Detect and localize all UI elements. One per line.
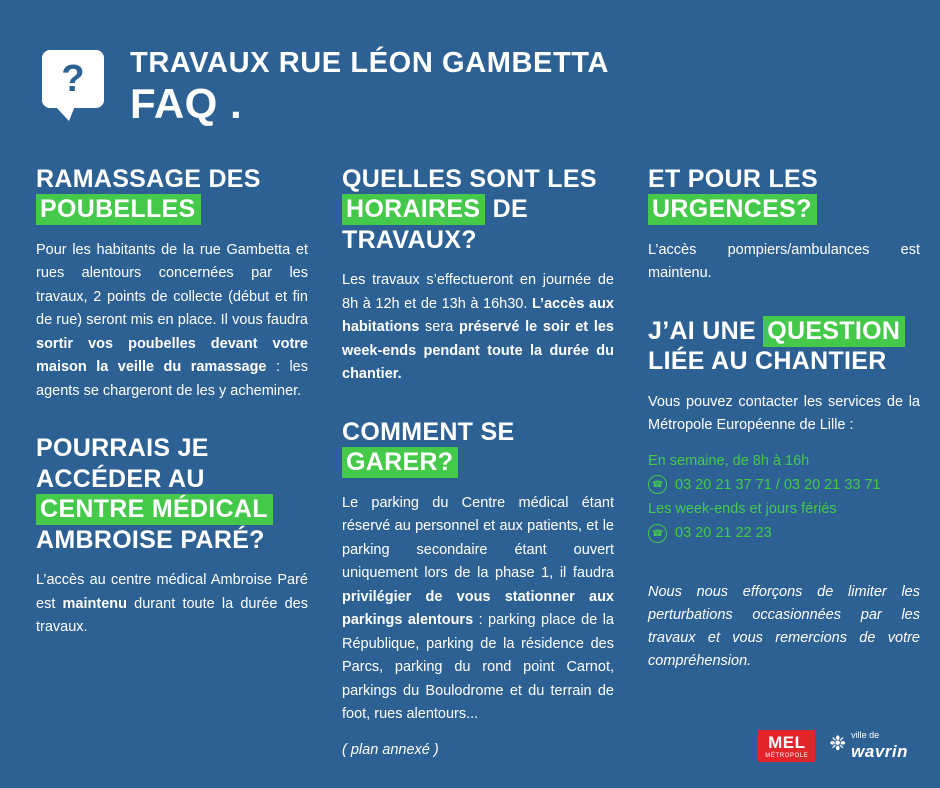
faq-block [342,164,614,387]
question-mark-speech-bubble-icon [42,50,104,108]
heading-text: J’AI UNE [648,316,764,345]
answer-text: L’accès au centre médical Ambroise Paré est [36,572,308,612]
faq-block [36,433,308,639]
heading-text: COMMENT SE [342,417,515,446]
faq-answer-paragraph [36,569,308,639]
faq-answer-paragraph [342,739,614,762]
faq-block [342,417,614,762]
answer-text: : les agents se chargeront de les y acheminer. [36,359,308,399]
faq-block [36,164,308,403]
mel-logo [758,730,815,762]
emphasis-text: maintenu [62,595,127,612]
contact-phone-row[interactable] [648,475,920,494]
heading-text: RAMASSAGE DES [36,164,261,193]
answer-text: : parking place de la République, parking de la résidence des Parcs, parking du rond point Carnot, parkings du Boulodrome et du terrain de foot, rues alentours... [342,612,614,723]
answer-text: Pour les habitants de la rue Gambetta et rues alentours concernées par les travaux, 2 points de collecte (début et fin de rue) seront mis en place. Il vous faudra [36,241,308,329]
answer-text: L’accès pompiers/ambulances est maintenu. [648,241,920,282]
faq-answer-paragraph [648,391,920,438]
wavrin-bird-icon: ❉ [829,733,847,756]
faq-column-2 [342,164,614,762]
heading-text: POURRAIS JE ACCÉDER AU [36,434,209,493]
phone-icon: ☎ [648,475,667,494]
answer-text: Le parking du Centre médical étant réservé au personnel et aux patients, et le parking secondaire étant ouvert uniquement lors de la phase 1, il faudra [342,494,614,582]
faq-answer-paragraph [648,239,920,286]
highlighted-keyword: GARER? [342,447,458,478]
faq-columns [0,126,940,762]
emphasis-text: sortir vos poubelles devant votre maison la veille du ramassage [36,335,308,376]
emphasis-text: préservé le soir et les week-ends pendant toute la durée du chantier. [342,319,614,383]
mel-logo-name: MEL [768,733,806,752]
faq-answer-paragraph [342,269,614,386]
page-subtitle: FAQ . [130,79,243,127]
mel-logo-subtitle: MÉTROPOLE [765,753,809,759]
faq-question-heading [648,164,920,225]
highlighted-keyword: HORAIRES [342,194,485,225]
highlighted-keyword: QUESTION [763,316,905,347]
highlighted-keyword: URGENCES? [648,194,817,225]
highlighted-keyword: POUBELLES [36,194,201,225]
emphasis-text: privilégier de vous stationner aux parkings alentours [342,588,614,629]
wavrin-logo-text [851,726,908,762]
contact-availability-label: En semaine, de 8h à 16h [648,452,810,469]
answer-text: ( plan annexé ) [342,741,439,758]
page-title: TRAVAUX RUE LÉON GAMBETTA [130,47,609,79]
answer-text: Les travaux s’effectueront en journée de 8h à 12h et de 13h à 16h30. [342,272,614,312]
heading-text: ET POUR LES [648,164,818,193]
faq-question-heading [36,164,308,225]
header-text [130,48,609,126]
heading-text: QUELLES SONT LES [342,164,597,193]
poster-header [0,0,940,126]
faq-question-heading [36,433,308,555]
answer-text: durant toute la durée des travaux. [36,595,308,636]
wavrin-logo [829,726,908,762]
faq-block [648,164,920,286]
heading-text: AMBROISE PARÉ? [36,525,265,554]
answer-text: sera [419,319,459,336]
emphasis-text: L’accès aux habitations [342,295,614,336]
wavrin-logo-line2: wavrin [851,742,908,762]
heading-text: LIÉE AU CHANTIER [648,347,887,376]
contact-phone-number[interactable]: 03 20 21 37 71 / 03 20 21 33 71 [675,476,881,493]
highlighted-keyword: CENTRE MÉDICAL [36,494,273,525]
contact-phone-number[interactable]: 03 20 21 22 23 [675,525,772,542]
closing-note: Nous nous efforçons de limiter les perturbations occasionnées par les travaux et vous remercions de votre compréhension. [648,583,920,670]
wavrin-logo-line1: ville de [851,730,880,741]
faq-block [648,316,920,543]
faq-answer-paragraph [36,239,308,403]
faq-column-1 [36,164,308,762]
logo-row [758,726,908,762]
contact-availability-label: Les week-ends et jours fériés [648,501,837,518]
contact-phone-row[interactable] [648,524,920,543]
heading-text: DE TRAVAUX? [342,195,528,254]
phone-icon: ☎ [648,524,667,543]
answer-text: Vous pouvez contacter les services de la Métropole Européenne de Lille : [648,393,920,434]
faq-answer-paragraph [342,492,614,727]
faq-question-heading [648,316,920,377]
faq-question-heading [342,164,614,256]
faq-column-3 [648,164,920,762]
faq-question-heading [342,417,614,478]
question-mark-glyph: ? [61,58,85,100]
